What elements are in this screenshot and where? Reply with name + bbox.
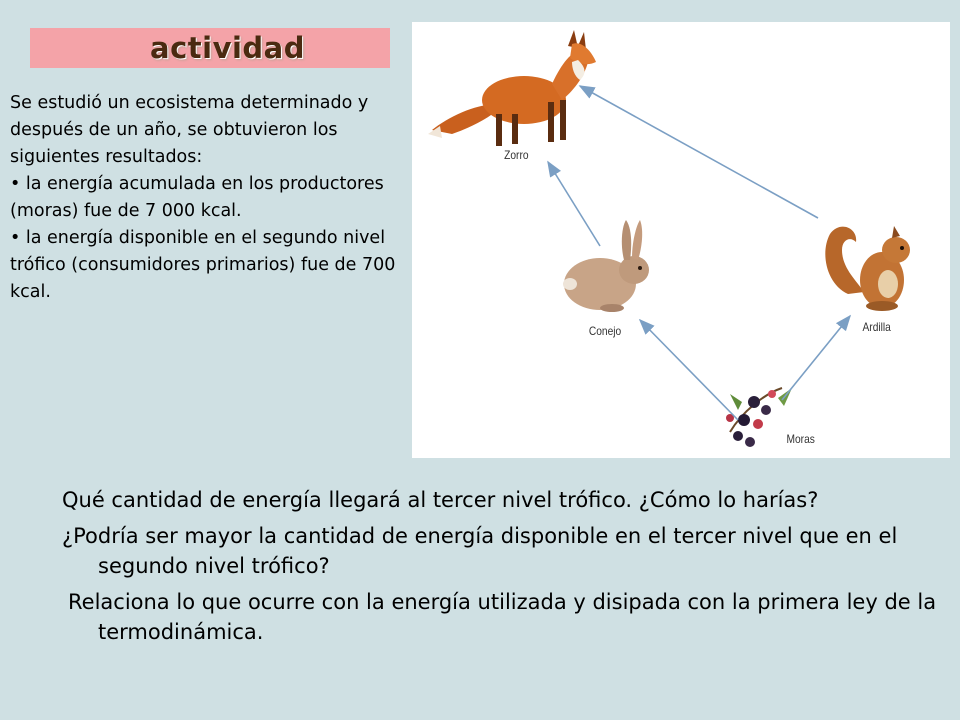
- arrow-ardilla-zorro: [580, 86, 818, 218]
- intro-paragraph: Se estudió un ecosistema determinado y después de un año, se obtuvieron los siguientes resultados:: [10, 93, 369, 167]
- question: Qué cantidad de energía llegará al tercer nivel trófico. ¿Cómo lo harías?: [62, 488, 819, 512]
- intro-bullet: • la energía disponible en el segundo nivel trófico (consumidores primarios) fue de 700 kcal.: [10, 228, 396, 302]
- squirrel-illustration: [825, 226, 910, 311]
- question: ¿Podría ser mayor la cantidad de energía disponible en el tercer nivel que en el segundo nivel trófico?: [62, 524, 898, 578]
- arrow-moras-ardilla: [782, 316, 850, 400]
- question: Relaciona lo que ocurre con la energía utilizada y disipada con la primera ley de la termodinámica.: [68, 590, 937, 644]
- food-web-drawing: [412, 22, 950, 458]
- fox-illustration: [428, 30, 596, 146]
- arrow-conejo-zorro: [548, 162, 600, 246]
- label-conejo: Conejo: [588, 324, 622, 338]
- label-zorro: Zorro: [504, 148, 529, 162]
- food-web-diagram: [412, 22, 950, 458]
- label-moras: Moras: [786, 432, 815, 446]
- label-ardilla: Ardilla: [862, 320, 891, 334]
- page-title: actividad: [150, 31, 305, 65]
- rabbit-illustration: [563, 220, 649, 312]
- intro-text: [10, 90, 405, 306]
- questions-list: [62, 485, 942, 653]
- arrow-moras-conejo: [640, 320, 738, 420]
- intro-bullet: • la energía acumulada en los productores (moras) fue de 7 000 kcal.: [10, 174, 384, 221]
